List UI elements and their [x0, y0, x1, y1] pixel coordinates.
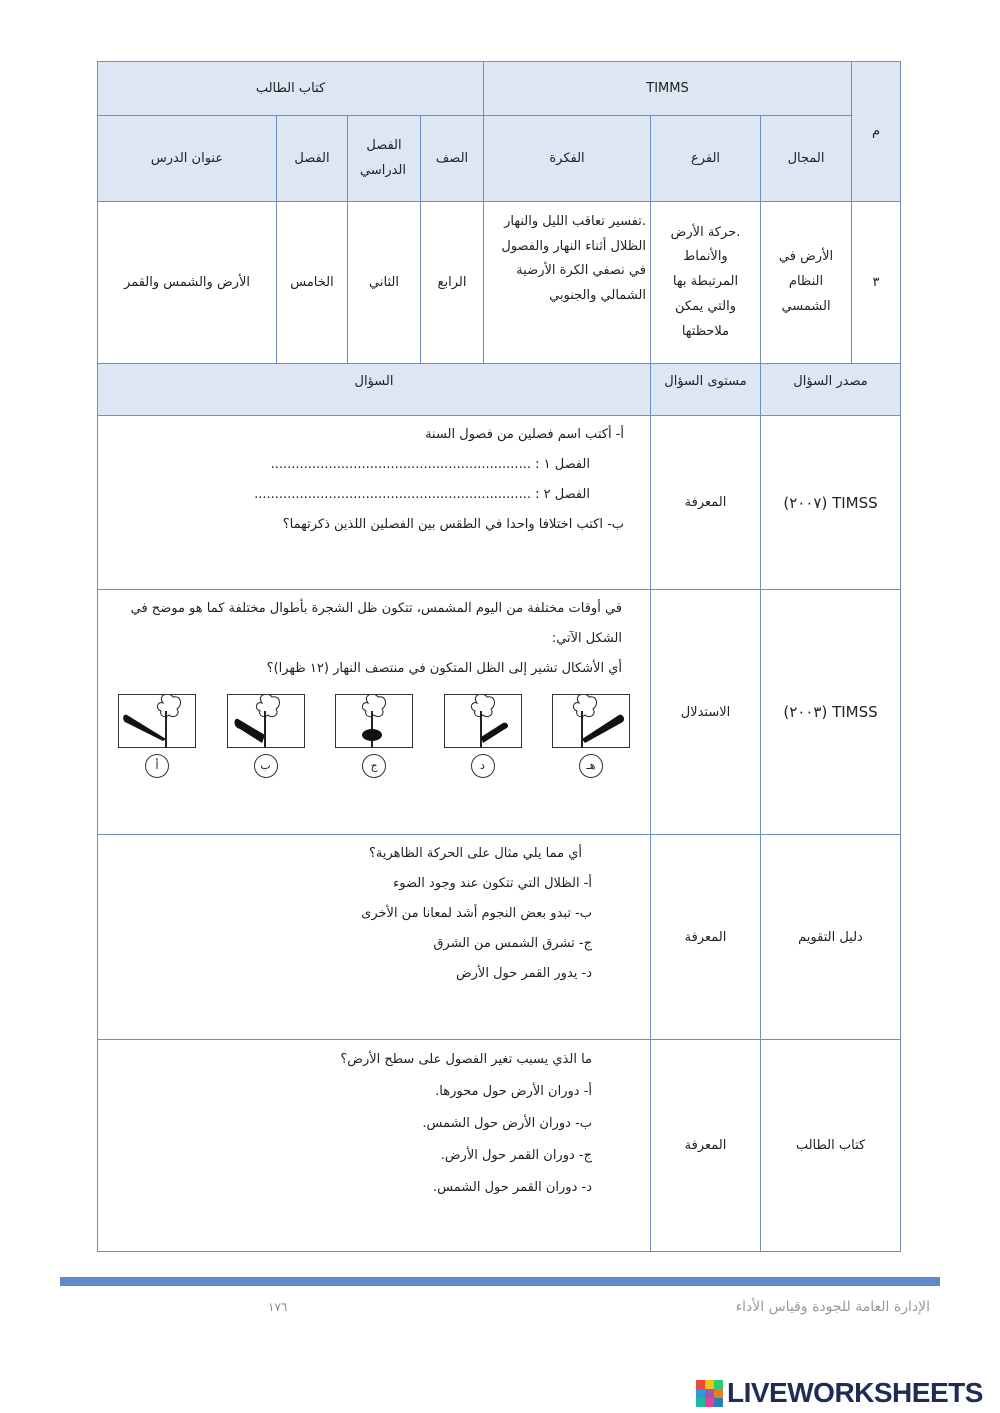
- question-row-4: [98, 1040, 901, 1252]
- footer-accent-bar: [60, 1277, 940, 1286]
- choice-b[interactable]: ب- تبدو بعض النجوم أشد لمعانا من الأخرى: [361, 906, 592, 921]
- tree-icon: [336, 695, 412, 747]
- timms-header: TIMMS: [484, 62, 852, 116]
- question-line: في أوقات مختلفة من اليوم المشمس، تتكون ظل الشجرة بأطوال مختلفة كما هو موضح في: [130, 601, 622, 616]
- question-3-source: دليل التقويم: [761, 835, 901, 1040]
- choice-c[interactable]: ج- دوران القمر حول الأرض.: [440, 1148, 592, 1163]
- tree-shadow-image: [227, 694, 305, 748]
- footer-organization: الإدارة العامة للجودة وقياس الأداء: [735, 1299, 930, 1315]
- question-line: أي الأشكال تشير إلى الظل المتكون في منتصف النهار (١٢ ظهرا)؟: [266, 661, 622, 676]
- idea-value: [484, 202, 651, 364]
- m-header: م: [852, 62, 901, 202]
- choice-a[interactable]: أ- الظلال التي تتكون عند وجود الضوء: [393, 876, 592, 891]
- curriculum-table: [97, 61, 901, 1252]
- domain-text: الأرض في النظام الشمسي: [778, 249, 834, 314]
- question-3-text: [98, 835, 651, 1040]
- figure-label: هـ: [579, 754, 603, 778]
- tree-shadow-image: [444, 694, 522, 748]
- question-1-text: [98, 416, 651, 590]
- m-value: ٣: [852, 202, 901, 364]
- tree-shadow-image: [552, 694, 630, 748]
- grade-value: الرابع: [421, 202, 484, 364]
- tree-shadow-image: [335, 694, 413, 748]
- term-header-text: الفصل الدراسي: [359, 137, 406, 178]
- tree-shadow-figures: [98, 684, 650, 778]
- tree-figure-c[interactable]: [329, 694, 419, 778]
- tree-figure-b[interactable]: [221, 694, 311, 778]
- question-2-source: TIMSS (٢٠٠٣): [761, 590, 901, 835]
- question-row-1: [98, 416, 901, 590]
- choice-d[interactable]: د- دوران القمر حول الشمس.: [433, 1180, 592, 1195]
- page-number: ١٧٦: [268, 1300, 288, 1314]
- domain-header: المجال: [761, 116, 852, 202]
- term-header: [348, 116, 421, 202]
- tree-shadow-image: [118, 694, 196, 748]
- idea-text: .تفسير تعاقب الليل والنهار الظلال أثناء النهار والفصول في نصفي الكرة الأرضية الشمالي والجنوبي: [501, 214, 646, 304]
- branch-header: الفرع: [651, 116, 761, 202]
- question-4-level: المعرفة: [651, 1040, 761, 1252]
- chapter-value: الخامس: [277, 202, 348, 364]
- idea-header: الفكرة: [484, 116, 651, 202]
- logo-text: LIVEWORKSHEETS: [727, 1377, 983, 1408]
- tree-icon: [228, 695, 304, 747]
- tree-icon: [553, 695, 629, 747]
- question-line: أي مما يلي مثال على الحركة الظاهرية؟: [369, 846, 582, 861]
- question-line: ما الذي يسبب تغير الفصول على سطح الأرض؟: [340, 1052, 592, 1067]
- figure-label: د: [471, 754, 495, 778]
- choice-c[interactable]: ج- تشرق الشمس من الشرق: [433, 936, 592, 951]
- question-line: ب- اكتب اختلافا واحدا في الطقس بين الفصلين اللذين ذكرتهما؟: [282, 517, 624, 532]
- question-line: أ- أكتب اسم فصلين من فصول السنة: [425, 427, 624, 442]
- question-1-level: المعرفة: [651, 416, 761, 590]
- lesson-title-header: عنوان الدرس: [98, 116, 277, 202]
- answer-line-season-2[interactable]: الفصل ٢ : ...................................................................: [254, 487, 590, 502]
- question-row-2: [98, 590, 901, 835]
- branch-value: [651, 202, 761, 364]
- question-line: الشكل الآتي:: [551, 631, 622, 646]
- question-3-level: المعرفة: [651, 835, 761, 1040]
- term-value: الثاني: [348, 202, 421, 364]
- question-2-level: الاستدلال: [651, 590, 761, 835]
- grade-header: الصف: [421, 116, 484, 202]
- question-1-source: TIMSS (٢٠٠٧): [761, 416, 901, 590]
- source-header: مصدر السؤال: [761, 364, 901, 416]
- question-4-text: [98, 1040, 651, 1252]
- domain-value: [761, 202, 852, 364]
- liveworksheets-logo[interactable]: [696, 1377, 983, 1408]
- choice-b[interactable]: ب- دوران الأرض حول الشمس.: [422, 1116, 592, 1131]
- choice-a[interactable]: أ- دوران الأرض حول محورها.: [435, 1084, 592, 1099]
- tree-figure-a[interactable]: [112, 694, 202, 778]
- answer-line-season-1[interactable]: الفصل ١ : ...............................................................: [270, 457, 590, 472]
- question-4-source: كتاب الطالب: [761, 1040, 901, 1252]
- question-2-text: [98, 590, 651, 835]
- lesson-title-value: الأرض والشمس والقمر: [98, 202, 277, 364]
- chapter-header: الفصل: [277, 116, 348, 202]
- tree-icon: [445, 695, 521, 747]
- level-header: مستوى السؤال: [651, 364, 761, 416]
- choice-d[interactable]: د- يدور القمر حول الأرض: [455, 966, 592, 981]
- tree-figure-d[interactable]: [438, 694, 528, 778]
- figure-label: ج: [362, 754, 386, 778]
- branch-text: .حركة الأرض والأنماط المرتبطة بها والتي يمكن ملاحظتها: [670, 224, 741, 339]
- student-book-header: كتاب الطالب: [98, 62, 484, 116]
- question-row-3: [98, 835, 901, 1040]
- logo-squares-icon: [696, 1380, 723, 1407]
- figure-label: أ: [145, 754, 169, 778]
- question-header: السؤال: [98, 364, 651, 416]
- figure-label: ب: [254, 754, 278, 778]
- tree-figure-e[interactable]: [546, 694, 636, 778]
- tree-icon: [119, 695, 195, 747]
